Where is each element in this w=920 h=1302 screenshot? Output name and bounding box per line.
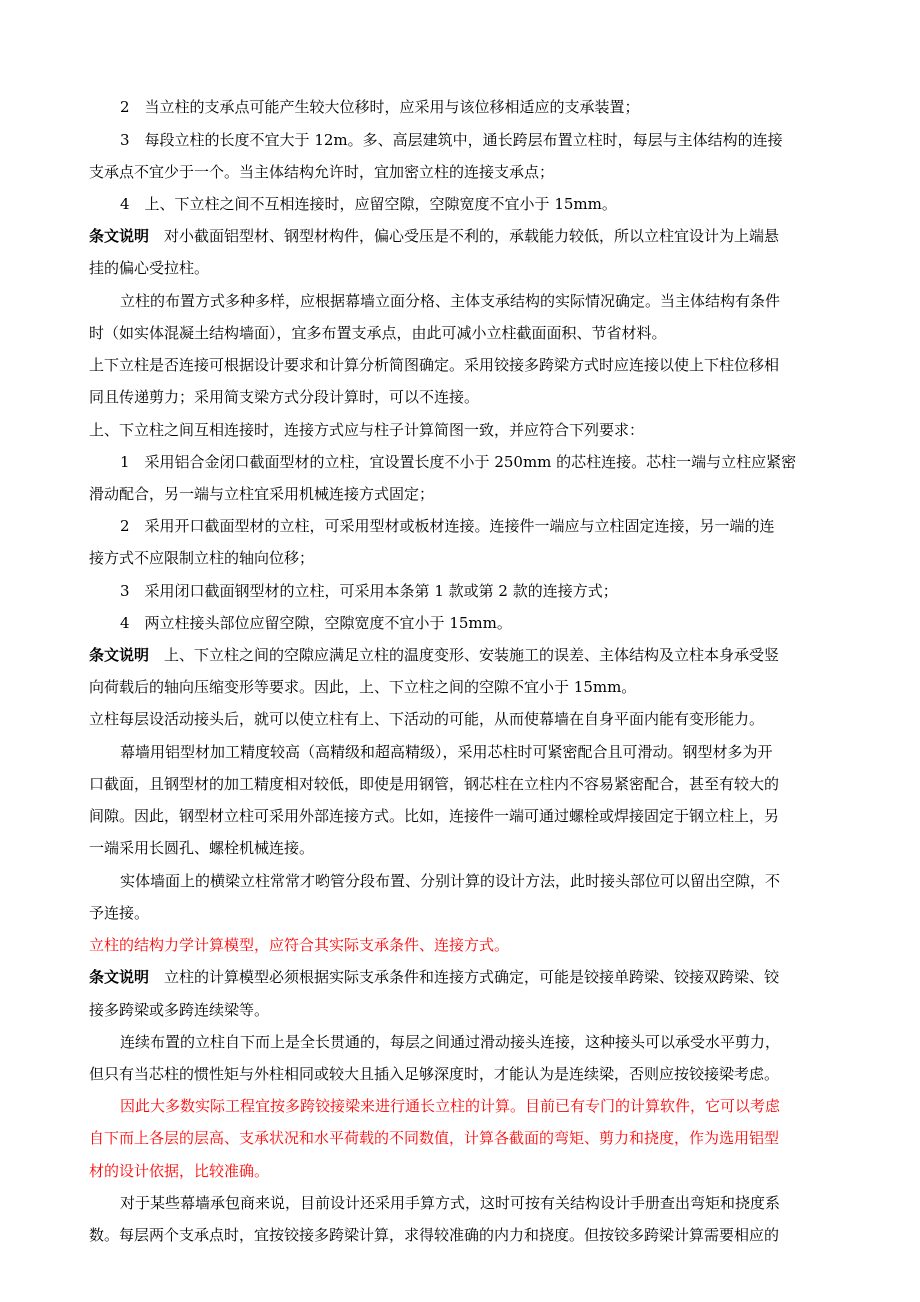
text-line: 幕墙用铝型材加工精度较高（高精级和超高精级），采用芯柱时可紧密配合且可滑动。钢型材多为开 (120, 743, 773, 761)
text-line: 连续布置的立柱自下而上是全长贯通的，每层之间通过滑动接头连接，这种接头可以承受水平剪力， (120, 1033, 781, 1051)
text-line: 3 每段立柱的长度不宜大于 12m。多、高层建筑中，通长跨层布置立柱时，每层与主体结构的连接 (120, 131, 783, 149)
text-line: 上下立柱是否连接可根据设计要求和计算分析简图确定。采用铰接多跨梁方式时应连接以使上下柱位移相 (89, 356, 780, 374)
text-line-highlighted: 材的设计依据，比较准确。 (89, 1162, 270, 1180)
text-line: 4 上、下立柱之间不互相连接时，应留空隙，空隙宽度不宜小于 15mm。 (120, 195, 617, 213)
text-line: 对于某些幕墙承包商来说，目前设计还采用手算方式，这时可按有关结构设计手册查出弯矩和挠度系 (120, 1194, 781, 1212)
text-line: 但只有当芯柱的惯性矩与外柱相同或较大且插入足够深度时，才能认为是连续梁，否则应按铰接梁考虑。 (89, 1065, 780, 1083)
text-line: 1 采用铝合金闭口截面型材的立柱，宜设置长度不小于 250mm 的芯柱连接。芯柱一端与立柱应紧密 (120, 453, 797, 471)
text-line: 3 采用闭口截面钢型材的立柱，可采用本条第 1 款或第 2 款的连接方式； (120, 582, 618, 600)
text-line: 接多跨梁或多跨连续梁等。 (89, 1001, 270, 1019)
text-line: 予连接。 (89, 904, 150, 922)
clause-note-label: 条文说明 (89, 646, 150, 664)
text-line: 同且传递剪力；采用简支梁方式分段计算时，可以不连接。 (89, 388, 480, 406)
text-line: 时（如实体混凝土结构墙面），宜多布置支承点，由此可减小立柱截面面积、节省材料。 (89, 324, 667, 342)
text-line: 条文说明 上、下立柱之间的空隙应满足立柱的温度变形、安装施工的误差、主体结构及立柱本身承受竖 (89, 646, 780, 664)
text-line: 挂的偏心受拉柱。 (89, 259, 210, 277)
text-line: 间隙。因此，钢型材立柱可采用外部连接方式。比如，连接件一端可通过螺栓或焊接固定于钢立柱上，另 (89, 807, 780, 825)
text-line: 口截面，且钢型材的加工精度相对较低，即使是用钢管，钢芯柱在立柱内不容易紧密配合，甚至有较大的 (89, 775, 780, 793)
text-line: 一端采用长圆孔、螺栓机械连接。 (89, 839, 315, 857)
text-line: 支承点不宜少于一个。当主体结构允许时，宜加密立柱的连接支承点； (89, 163, 555, 181)
text-line: 实体墙面上的横梁立柱常常才哟管分段布置、分别计算的设计方法，此时接头部位可以留出空隙，不 (120, 872, 781, 890)
text-line: 上、下立柱之间互相连接时，连接方式应与柱子计算简图一致，并应符合下列要求： (89, 421, 645, 439)
text-line-highlighted: 自下而上各层的层高、支承状况和水平荷载的不同数值，计算各截面的弯矩、剪力和挠度，作为选用铝型 (89, 1129, 780, 1147)
text-line: 条文说明 对小截面铝型材、钢型材构件，偏心受压是不利的，承载能力较低，所以立柱宜设计为上端悬 (89, 227, 780, 245)
text-line: 数。每层两个支承点时，宜按铰接多跨梁计算，求得较准确的内力和挠度。但按铰多跨梁计算需要相应的 (89, 1226, 780, 1244)
clause-note-label: 条文说明 (89, 227, 150, 245)
text-line-highlighted: 因此大多数实际工程宜按多跨铰接梁来进行通长立柱的计算。目前已有专门的计算软件，它可以考虑 (120, 1097, 781, 1115)
text-line: 2 采用开口截面型材的立柱，可采用型材或板材连接。连接件一端应与立柱固定连接，另一端的连 (120, 517, 775, 535)
text-line-highlighted: 立柱的结构力学计算模型，应符合其实际支承条件、连接方式。 (89, 936, 510, 954)
text-line: 向荷载后的轴向压缩变形等要求。因此，上、下立柱之间的空隙不宜小于 15mm。 (89, 678, 637, 696)
text-line: 滑动配合，另一端与立柱宜采用机械连接方式固定； (89, 485, 435, 503)
clause-note-label: 条文说明 (89, 968, 150, 986)
text-line: 立柱的布置方式多种多样，应根据幕墙立面分格、主体支承结构的实际情况确定。当主体结构有条件 (120, 292, 781, 310)
text-line: 立柱每层设活动接头后，就可以使立柱有上、下活动的可能，从而使幕墙在自身平面内能有变形能力。 (89, 710, 765, 728)
text-line: 接方式不应限制立柱的轴向位移； (89, 549, 315, 567)
text-line: 条文说明 立柱的计算模型必须根据实际支承条件和连接方式确定，可能是铰接单跨梁、铰接双跨梁、铰 (89, 968, 780, 986)
text-line: 2 当立柱的支承点可能产生较大位移时，应采用与该位移相适应的支承装置； (120, 98, 640, 116)
text-line: 4 两立柱接头部位应留空隙，空隙宽度不宜小于 15mm。 (120, 614, 512, 632)
